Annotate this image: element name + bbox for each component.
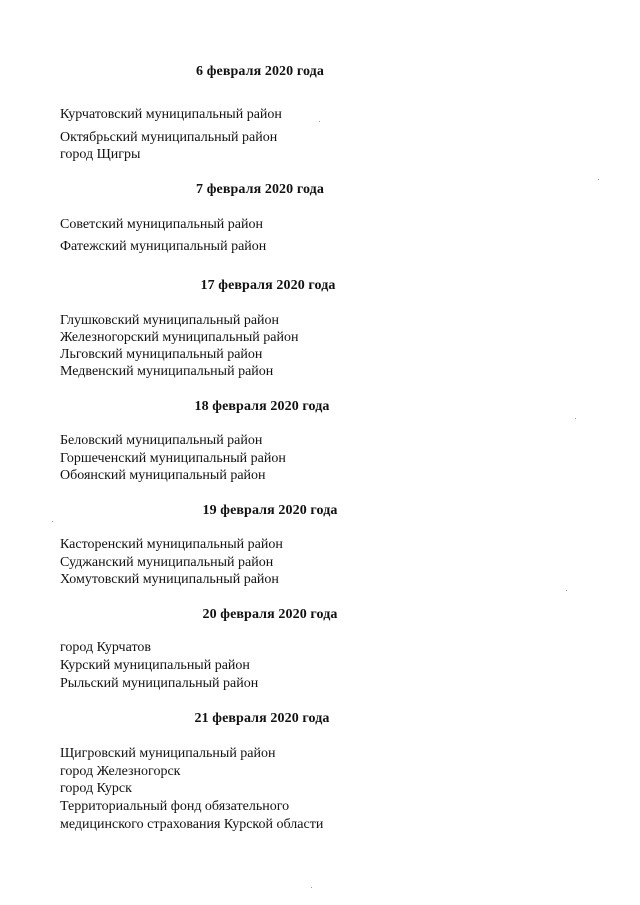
schedule-entry: Суджанский муниципальный район (60, 555, 274, 570)
scan-speck (575, 418, 576, 419)
schedule-entry: Территориальный фонд обязательного (60, 799, 290, 814)
schedule-entry: Курчатовский муниципальный район (60, 107, 282, 122)
schedule-entry: город Щигры (60, 147, 141, 162)
schedule-entry: Железногорский муниципальный район (60, 330, 299, 345)
schedule-entry: Беловский муниципальный район (60, 433, 263, 448)
section-date-heading: 17 февраля 2020 года (200, 278, 336, 293)
schedule-entry: Рыльский муниципальный район (60, 676, 259, 691)
section-date-heading: 20 февраля 2020 года (202, 607, 338, 622)
schedule-entry: город Железногорск (60, 764, 181, 779)
section-date-heading: 19 февраля 2020 года (202, 503, 338, 518)
scan-speck (566, 590, 567, 591)
section-date-heading: 6 февраля 2020 года (196, 64, 324, 79)
schedule-entry: Советский муниципальный район (60, 217, 263, 232)
schedule-entry: Обоянский муниципальный район (60, 468, 266, 483)
schedule-entry: Октябрьский муниципальный район (60, 130, 278, 145)
scan-speck (598, 179, 599, 180)
schedule-entry: Щигровский муниципальный район (60, 746, 276, 761)
section-date-heading: 7 февраля 2020 года (196, 182, 324, 197)
schedule-entry: Горшеченский муниципальный район (60, 451, 286, 466)
section-date-heading: 18 февраля 2020 года (194, 399, 330, 414)
section-date-heading: 21 февраля 2020 года (194, 711, 330, 726)
scan-speck (311, 887, 312, 888)
schedule-entry: Глушковский муниципальный район (60, 313, 280, 328)
scan-speck (319, 121, 320, 122)
schedule-entry: Курский муниципальный район (60, 658, 250, 673)
schedule-entry: медицинского страхования Курской области (60, 817, 324, 832)
schedule-entry: город Курчатов (60, 640, 151, 655)
schedule-entry: Фатежский муниципальный район (60, 239, 267, 254)
schedule-entry: Хомутовский муниципальный район (60, 572, 279, 587)
schedule-entry: Льговский муниципальный район (60, 347, 263, 362)
schedule-entry: Касторенский муниципальный район (60, 537, 283, 552)
schedule-entry: Медвенский муниципальный район (60, 364, 274, 379)
schedule-entry: город Курск (60, 781, 132, 796)
scan-speck (52, 521, 53, 522)
